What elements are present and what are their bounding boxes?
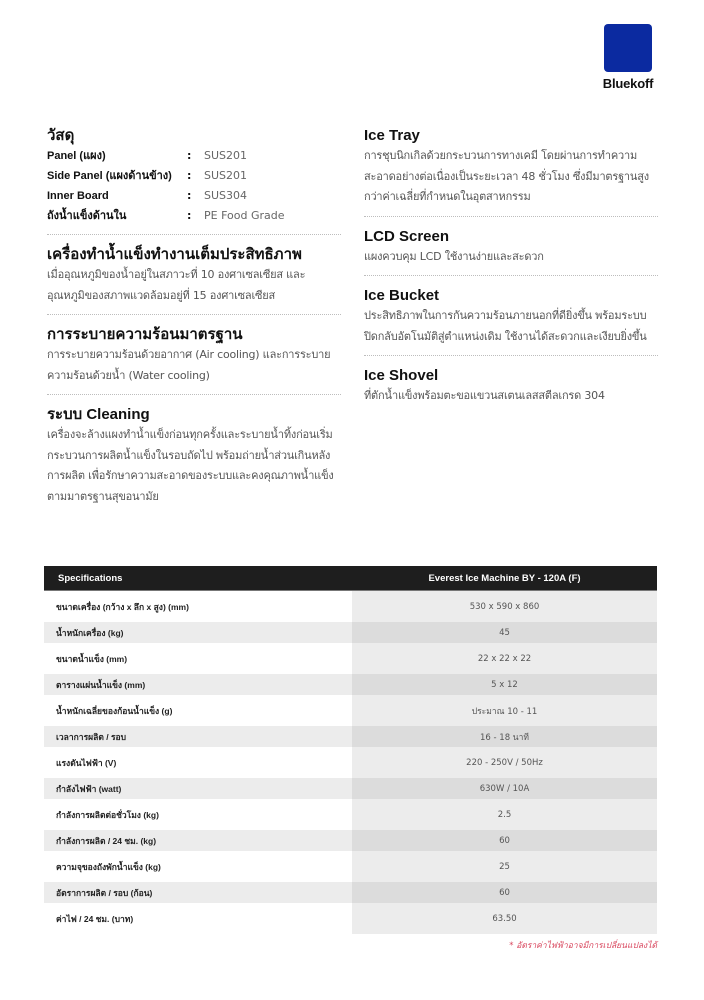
material-value: SUS201 [204, 149, 248, 162]
table-row [44, 799, 657, 830]
spec-label: ขนาดเครื่อง (กว้าง x ลึก x สูง) (mm) [44, 591, 352, 623]
table-row [44, 695, 657, 726]
spec-value: 25 [352, 851, 657, 882]
section-body: ที่ตักน้ำแข็งพร้อมตะขอแขวนสเตนเลสสตีลเกรด 304 [364, 389, 605, 402]
material-label: Inner Board [47, 190, 109, 202]
divider [364, 355, 658, 356]
spec-label: ขนาดน้ำแข็ง (mm) [44, 643, 352, 674]
section-body: ประสิทธิภาพในการกันความร้อนภายนอกที่ดียิ่งขึ้น พร้อมระบบปิดกลับอัตโนมัติสู่ตำแหน่งเดิม ใช้งานได้สะดวกและเงียบยิ่งขึ้น [364, 309, 647, 343]
spec-label: กำลังการผลิตต่อชั่วโมง (kg) [44, 799, 352, 830]
table-row [44, 622, 657, 643]
section-body: เมื่ออุณหภูมิของน้ำอยู่ในสภาวะที่ 10 องศาเซลเซียส และอุณหภูมิของสภาพแวดล้อมอยู่ที่ 15 องศาเซลเซียส [47, 268, 306, 302]
spec-value: ประมาณ 10 - 11 [352, 695, 657, 726]
logo-square-icon [604, 24, 652, 72]
spec-label: ความจุของถังพักน้ำแข็ง (kg) [44, 851, 352, 882]
table-row [44, 830, 657, 851]
divider [47, 314, 341, 315]
material-label: ถังน้ำแข็งด้านใน [47, 210, 127, 222]
section-title: LCD Screen [364, 227, 450, 245]
spec-value: 63.50 [352, 903, 657, 934]
section-title: เครื่องทำน้ำแข็งทำงานเต็มประสิทธิภาพ [47, 246, 302, 263]
material-label: Side Panel (แผงด้านข้าง) [47, 170, 172, 182]
spec-label: น้ำหนักเครื่อง (kg) [44, 622, 352, 643]
material-colon: : [187, 149, 192, 162]
spec-value: 220 - 250V / 50Hz [352, 747, 657, 778]
spec-value: 5 x 12 [352, 674, 657, 695]
divider [364, 275, 658, 276]
spec-value: 2.5 [352, 799, 657, 830]
brand-logo [592, 18, 664, 91]
spec-label: ค่าไฟ / 24 ชม. (บาท) [44, 903, 352, 934]
table-row [44, 726, 657, 747]
section-title: Ice Shovel [364, 367, 439, 384]
section-body: การระบายความร้อนด้วยอากาศ (Air cooling) และการระบายความร้อนด้วยน้ำ (Water cooling) [47, 348, 331, 382]
table-row [44, 851, 657, 882]
section-title: ระบบ Cleaning [47, 406, 150, 423]
section-title: Ice Bucket [364, 287, 440, 304]
table-row [44, 591, 657, 623]
section-title: Ice Tray [364, 127, 420, 144]
left-column [47, 126, 341, 507]
material-row [47, 146, 341, 166]
spec-label: อัตราการผลิต / รอบ (ก้อน) [44, 882, 352, 903]
spec-label: น้ำหนักเฉลี่ยของก้อนน้ำแข็ง (g) [44, 695, 352, 726]
material-row [47, 166, 341, 186]
right-column [364, 126, 658, 407]
spec-label: แรงดันไฟฟ้า (V) [44, 747, 352, 778]
spec-label: กำลังการผลิต / 24 ชม. (kg) [44, 830, 352, 851]
spec-label: ตารางแผ่นน้ำแข็ง (mm) [44, 674, 352, 695]
spec-value: 60 [352, 882, 657, 903]
spec-value: 45 [352, 622, 657, 643]
spec-table-header [44, 566, 657, 591]
spec-label: เวลาการผลิต / รอบ [44, 726, 352, 747]
table-row [44, 778, 657, 799]
table-row [44, 882, 657, 903]
footnote: * อัตราค่าไฟฟ้าอาจมีการเปลี่ยนแปลงได้ [509, 941, 657, 951]
material-row [47, 186, 341, 206]
table-row [44, 643, 657, 674]
spec-value: 16 - 18 นาที [352, 726, 657, 747]
section-body: แผงควบคุม LCD ใช้งานง่ายและสะดวก [364, 249, 544, 263]
materials-list [47, 146, 341, 226]
header-model: Everest Ice Machine BY - 120A (F) [352, 566, 657, 591]
spec-value: 630W / 10A [352, 778, 657, 799]
brand-name: Bluekoff [602, 76, 654, 91]
spec-value: 22 x 22 x 22 [352, 643, 657, 674]
material-colon: : [187, 189, 192, 202]
spec-value: 530 x 590 x 860 [352, 591, 657, 623]
spec-table [44, 566, 657, 934]
section-body: เครื่องจะล้างแผงทำน้ำแข็งก่อนทุกครั้งและระบายน้ำทิ้งก่อนเริ่มกระบวนการผลิตน้ำแข็งในรอบถัดไป พร้อมถ่ายน้ำส่วนเกินหลังการผลิต เพื่อรักษาความสะอาดของระบบและคงคุณภาพน้ำแข็งตามมาตรฐานสุขอนามัย [47, 428, 334, 503]
table-row [44, 674, 657, 695]
material-colon: : [187, 209, 192, 222]
material-colon: : [187, 169, 192, 182]
material-value: SUS304 [204, 189, 248, 202]
spec-label: กำลังไฟฟ้า (watt) [44, 778, 352, 799]
divider [47, 394, 341, 395]
section-title: การระบายความร้อนมาตรฐาน [47, 326, 243, 343]
material-value: PE Food Grade [204, 209, 285, 222]
material-label: Panel (แผง) [47, 150, 106, 162]
table-row [44, 747, 657, 778]
material-row [47, 206, 341, 226]
divider [47, 234, 341, 235]
divider [364, 216, 658, 217]
header-specifications: Specifications [44, 566, 352, 591]
section-body: การชุบนิกเกิลด้วยกระบวนการทางเคมี โดยผ่านการทำความสะอาดอย่างต่อเนื่องเป็นระยะเวลา 48 ชั่วโมง ซึ่งมีมาตรฐานสูงกว่าค่าเฉลี่ยที่กำหนดในอุตสาหกรรม [364, 149, 649, 203]
material-value: SUS201 [204, 169, 248, 182]
spec-value: 60 [352, 830, 657, 851]
table-row [44, 903, 657, 934]
materials-title: วัสดุ [47, 127, 75, 144]
